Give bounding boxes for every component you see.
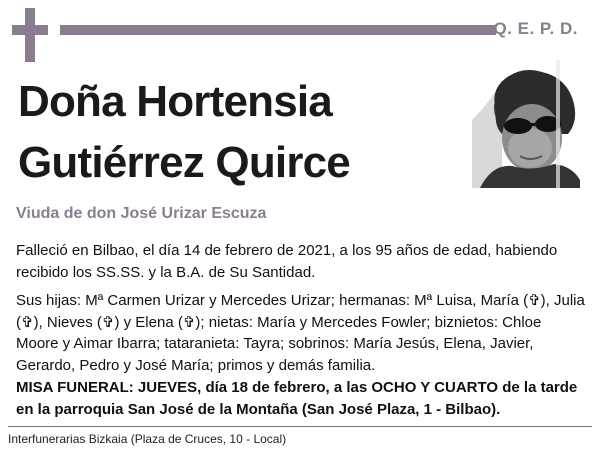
death-text: Falleció en Bilbao, el día 14 de febrero de 2021, a los 95 años de edad, habiendo recibido los SS.SS. y la B.A. de Su Santidad.	[16, 242, 558, 281]
footer-rule	[8, 426, 592, 427]
deceased-name-line2: Gutiérrez Quirce	[18, 138, 350, 187]
funeral-home: Interfunerarias Bizkaia (Plaza de Cruces, 10 - Local)	[8, 432, 287, 446]
cross-icon	[12, 8, 48, 62]
widow-of: Viuda de don José Urizar Escuza	[16, 205, 267, 222]
family-text: Sus hijas: Mª Carmen Urizar y Mercedes Urizar; hermanas: Mª Luisa, María (✞), Julia (✞), Nieves (✞) y Elena (✞); nietas: María y Mercedes Fowler; biznietos: Chloe Moore y Aimar Ibarra; tataranieta: Tayra; sobrinos: María Jesús, Elena, Javier, Gerardo, Pedro y José María; primos y demás familia.	[16, 292, 585, 374]
funeral-text: MISA FUNERAL: JUEVES, día 18 de febrero, a las OCHO Y CUARTO de la tarde en la parroquia San José de la Montaña (San José Plaza, 1 - Bilbao).	[16, 379, 578, 418]
deceased-photo	[472, 60, 580, 188]
deceased-name-line1: Doña Hortensia	[18, 77, 332, 126]
header-rule	[60, 25, 496, 35]
qepd-label: Q. E. P. D.	[493, 19, 578, 38]
